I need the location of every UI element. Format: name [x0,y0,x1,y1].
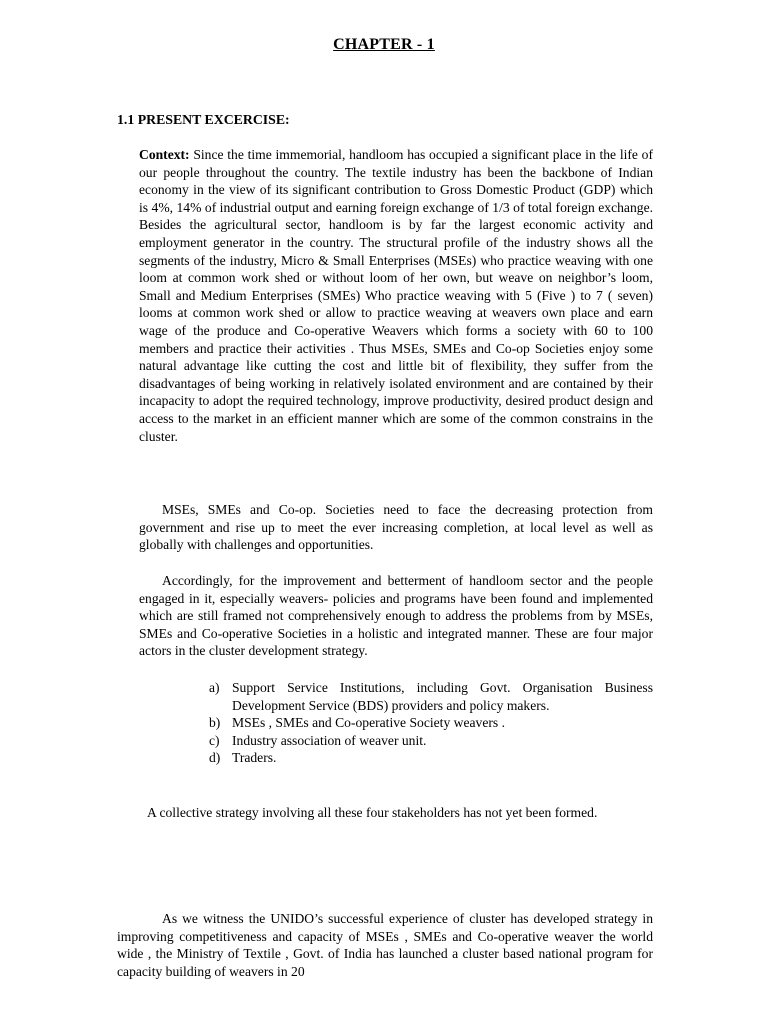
paragraph-protection: MSEs, SMEs and Co-op. Societies need to face the decreasing protection from government and rise up to meet the ever increasing completion, at local level as well as globally with challenges and opportunities. [139,502,653,553]
list-marker: d) [209,750,221,766]
context-label: Context: [139,147,190,162]
section-heading: 1.1 PRESENT EXCERCISE: [117,112,290,127]
list-item [209,732,653,750]
actors-list [209,679,653,767]
paragraph-collective-strategy: A collective strategy involving all these four stakeholders has not yet been formed. [147,805,598,820]
list-marker: a) [209,680,220,695]
list-marker: b) [209,715,221,731]
list-marker: c) [209,732,220,748]
context-text: Since the time immemorial, handloom has occupied a significant place in the life of our people throughout the country. The textile industry has been the backbone of Indian economy in the view of its significant contribution to Gross Domestic Product (GDP) which is 4%, 14% of industrial output and earning foreign exchange of 1/3 of total foreign exchange. Besides the agricultural sector, handloom is by far the largest economic activity and employment generator in the country. The structural profile of the industry shows all the segments of the industry, Micro & Small Enterprises (MSEs) who practice weaving with one loom at common work shed or without loom of her own, but weave on neighbor’s loom, Small and Medium Enterprises (SMEs) Who practice weaving with 5 (Five ) to 7 ( seven) looms at common work shed or allow to practice weaving at weavers own place and earn wage of the produce and Co-operative Weavers which forms a society with 60 to 100 members and practice their activities . Thus MSEs, SMEs and Co-op Societies enjoy some natural advantage like cutting the cost and little bit of flexibility, they suffer from the disadvantages of being working in relatively isolated environment and are contained by their incapacity to adopt the required technology, improve productivity, desired product design and access to the market in an efficient manner which are some of the common constrains in the cluster. [139,147,653,444]
list-item [209,714,653,732]
list-item-text: Support Service Institutions, including Govt. Organisation Business Development Service (BDS) providers and policy makers. [232,680,653,713]
chapter-title: CHAPTER - 1 [333,36,435,53]
list-item-text: MSEs , SMEs and Co-operative Society weavers . [232,715,505,731]
paragraph-unido: As we witness the UNIDO’s successful experience of cluster has developed strategy in improving competitiveness and capacity of MSEs , SMEs and Co-operative weaver the world wide , the Ministry of Textile , Govt. of India has launched a cluster based national program for capacity building of weavers in 20 [117,911,653,979]
context-paragraph [139,146,653,445]
list-item [209,679,653,714]
list-item [209,749,653,767]
list-item-text: Industry association of weaver unit. [232,732,427,748]
list-item-text: Traders. [232,750,277,766]
paragraph-improvement: Accordingly, for the improvement and betterment of handloom sector and the people engaged in it, especially weavers- policies and programs have been found and implemented which are still framed not comprehensively enough to address the problems from by MSEs, SMEs and Co-operative Societies in a holistic and integrated manner. These are four major actors in the cluster development strategy. [139,573,653,659]
